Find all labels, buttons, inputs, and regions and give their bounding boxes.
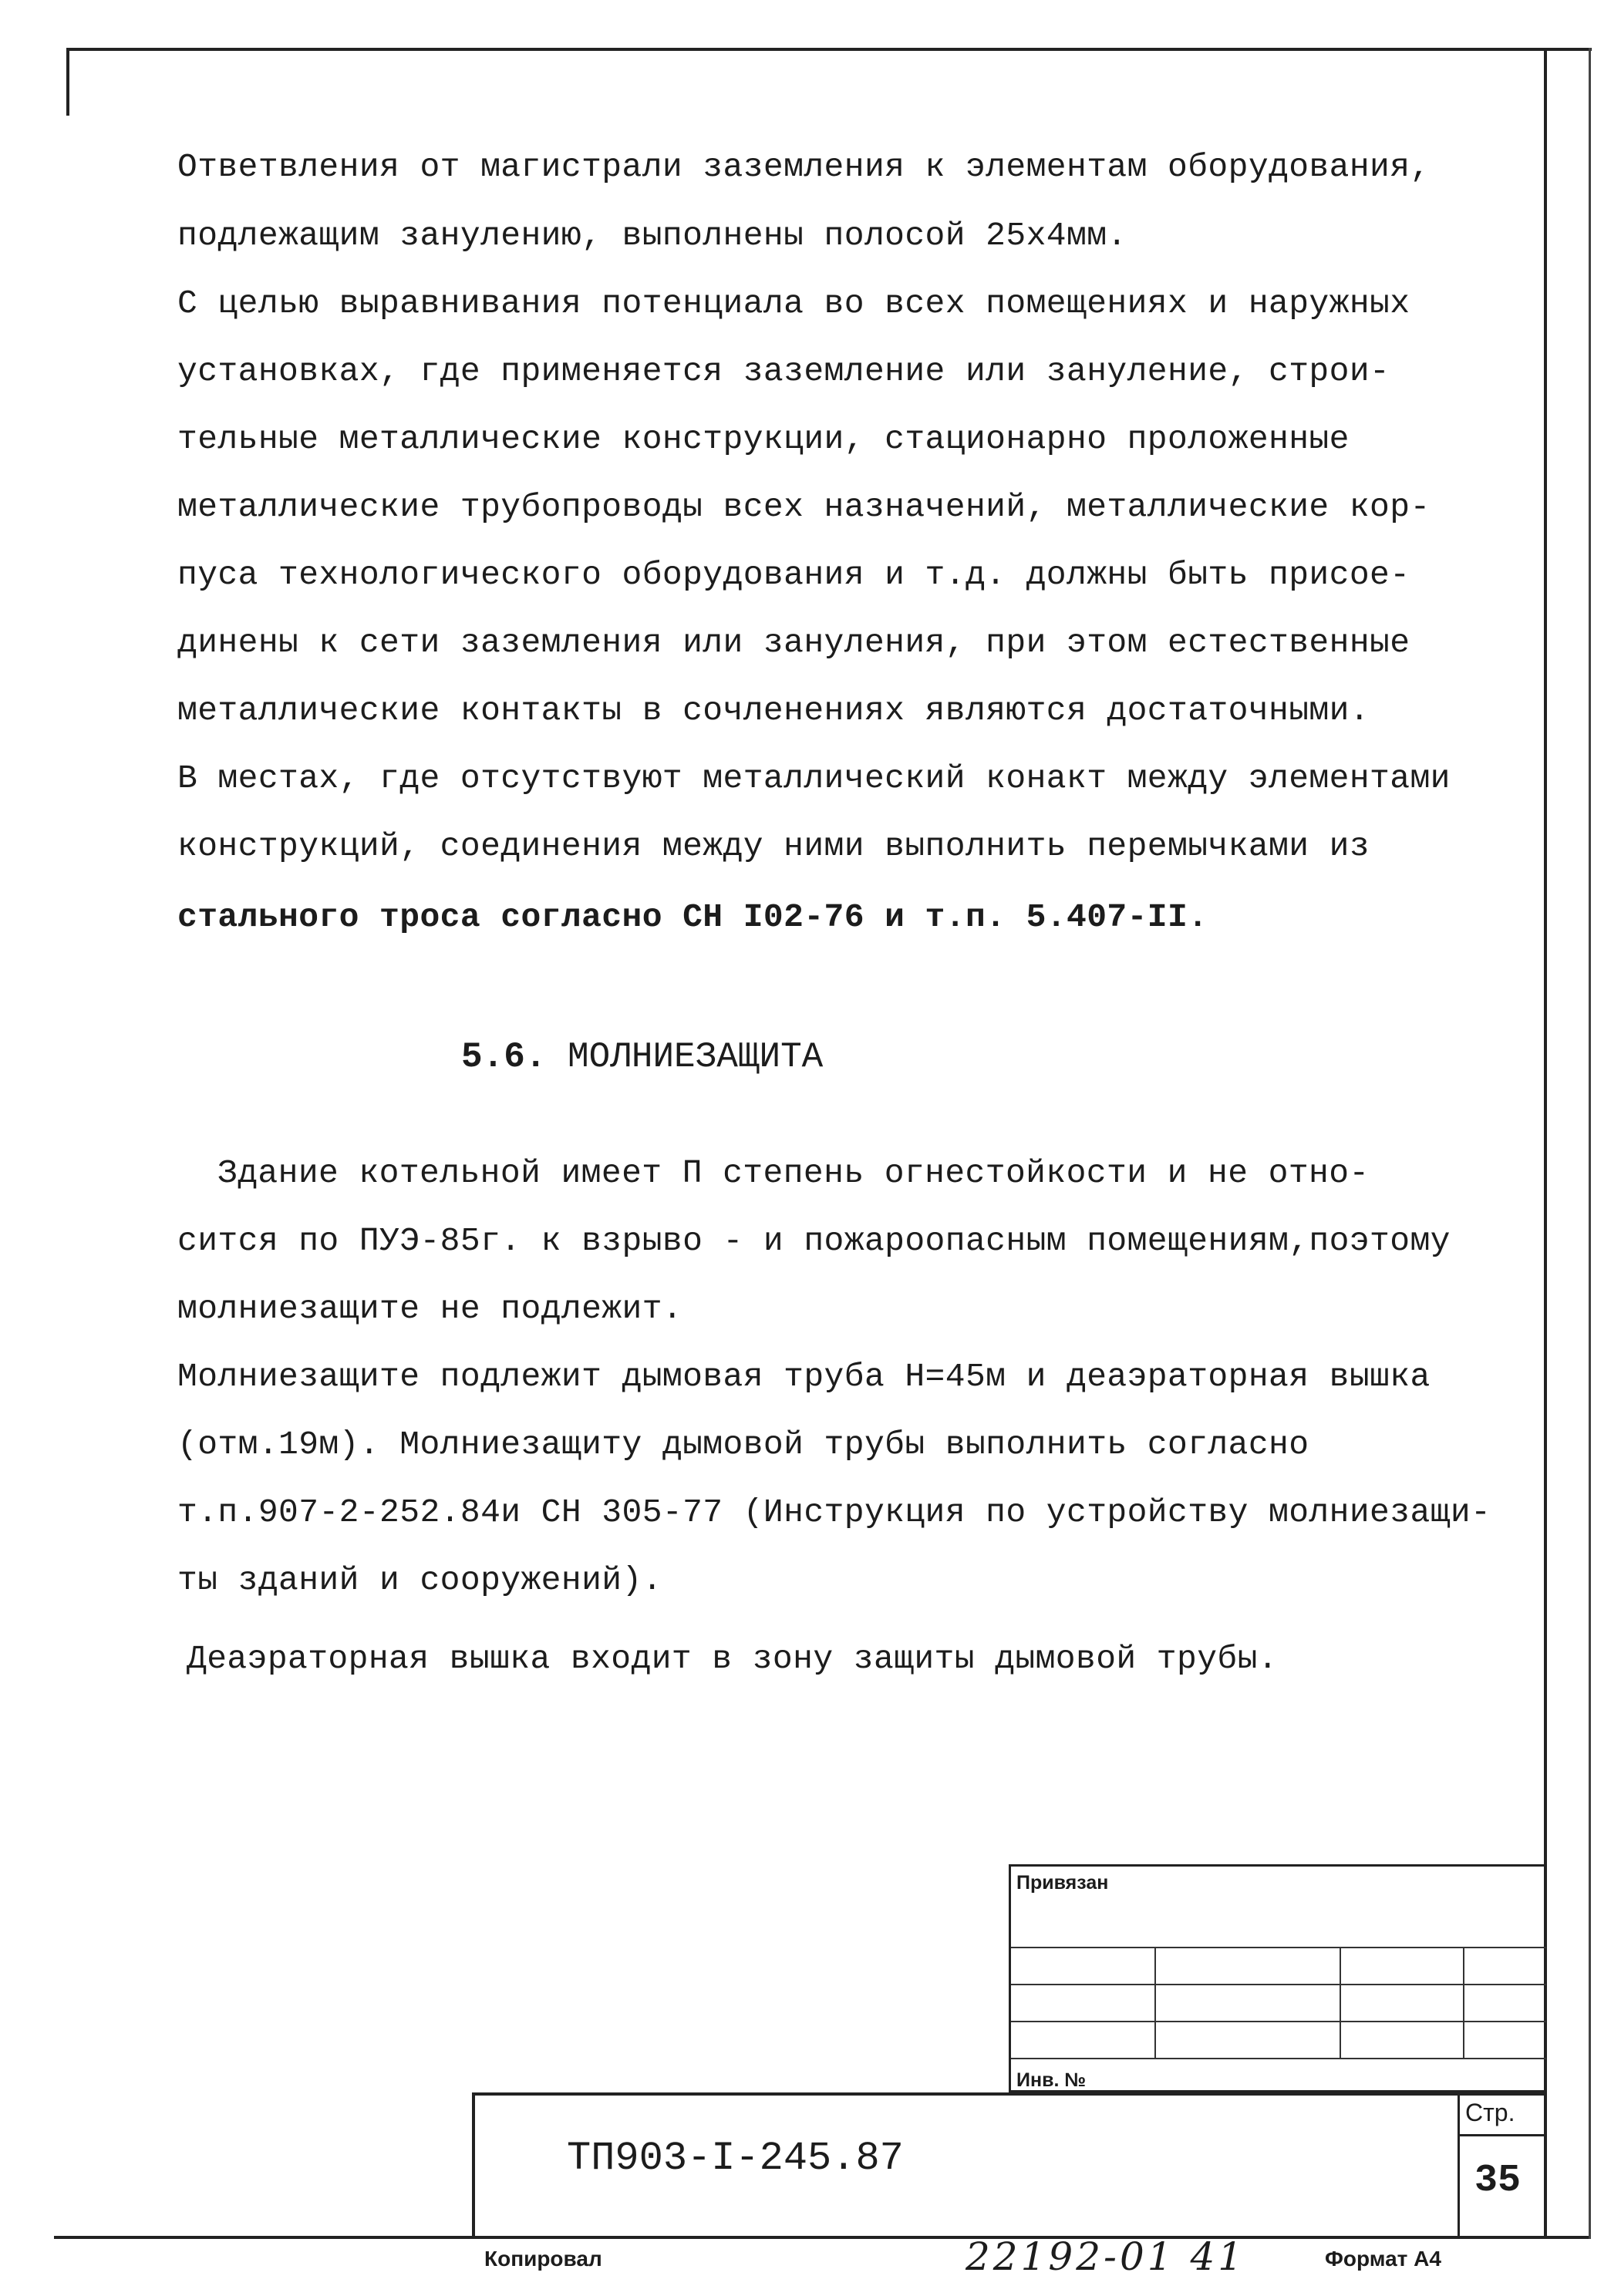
text-line: динены к сети заземления или зануления, при этом естественные	[177, 624, 1410, 662]
page-number: 35	[1474, 2159, 1522, 2203]
page-label: Стр.	[1465, 2099, 1515, 2126]
grid-line	[1011, 1984, 1546, 1985]
frame-top-border	[66, 48, 1592, 51]
text-line: стального троса согласно СН I02-76 и т.п. 5.407-II.	[177, 898, 1208, 936]
section-heading	[461, 1037, 823, 1077]
text-line: металлические контакты в сочленениях являются достаточными.	[177, 692, 1370, 729]
text-line: Здание котельной имеет П степень огнестойкости и не отно-	[217, 1154, 1370, 1192]
grid-line	[1460, 2134, 1546, 2136]
grid-line	[1463, 1947, 1464, 2059]
text-line: (отм.19м). Молниезащиту дымовой трубы выполнить согласно	[177, 1426, 1309, 1463]
frame-right-border	[1544, 48, 1547, 2239]
inventory-label: Инв. №	[1016, 2069, 1087, 2091]
text-line: установках, где применяется заземление или зануление, строи-	[177, 352, 1390, 390]
attached-label: Привязан	[1016, 1872, 1109, 1894]
text-line: тельные металлические конструкции, стационарно проложенные	[177, 420, 1350, 458]
text-line: конструкций, соединения между ними выполнить перемычками из	[177, 827, 1370, 865]
handwritten-number: 22192-01 41	[966, 2234, 1246, 2279]
text-line: ты зданий и сооружений).	[177, 1561, 662, 1599]
grid-line	[1154, 1947, 1156, 2059]
text-line: Деаэраторная вышка входит в зону защиты дымовой трубы.	[187, 1640, 1279, 1678]
section-number: 5.6.	[461, 1037, 547, 1077]
grid-line	[1011, 1947, 1546, 1948]
grid-line	[1340, 1947, 1341, 2059]
text-line: молниезащите не подлежит.	[177, 1290, 683, 1328]
grid-line	[1011, 2021, 1546, 2022]
text-line: пуса технологического оборудования и т.д. должны быть присое-	[177, 556, 1410, 594]
text-line: металлические трубопроводы всех назначений, металлические кор-	[177, 488, 1431, 526]
text-line: С целью выравнивания потенциала во всех помещениях и наружных	[177, 284, 1410, 322]
frame-outer-edge	[1589, 48, 1591, 2239]
text-line: Ответвления от магистрали заземления к элементам оборудования,	[177, 148, 1431, 186]
text-line: подлежащим занулению, выполнены полосой 25х4мм.	[177, 217, 1127, 254]
grid-line	[1011, 2058, 1546, 2059]
copied-by-label: Копировал	[484, 2247, 602, 2271]
frame-left-tick	[66, 48, 69, 116]
text-line: Молниезащите подлежит дымовая труба Н=45м и деаэраторная вышка	[177, 1358, 1431, 1395]
attachment-stamp-grid	[1009, 1864, 1544, 2092]
text-line: сится по ПУЭ-85г. к взрыво - и пожароопасным помещениям,поэтому	[177, 1222, 1451, 1260]
section-title: МОЛНИЕЗАЩИТА	[568, 1037, 824, 1077]
format-label: Формат А4	[1325, 2247, 1441, 2271]
text-line: т.п.907-2-252.84и СН 305-77 (Инструкция по устройству молниезащи-	[177, 1493, 1491, 1531]
text-line: В местах, где отсутствуют металлический конакт между элементами	[177, 759, 1451, 797]
document-code: ТП903-I-245.87	[567, 2136, 904, 2181]
